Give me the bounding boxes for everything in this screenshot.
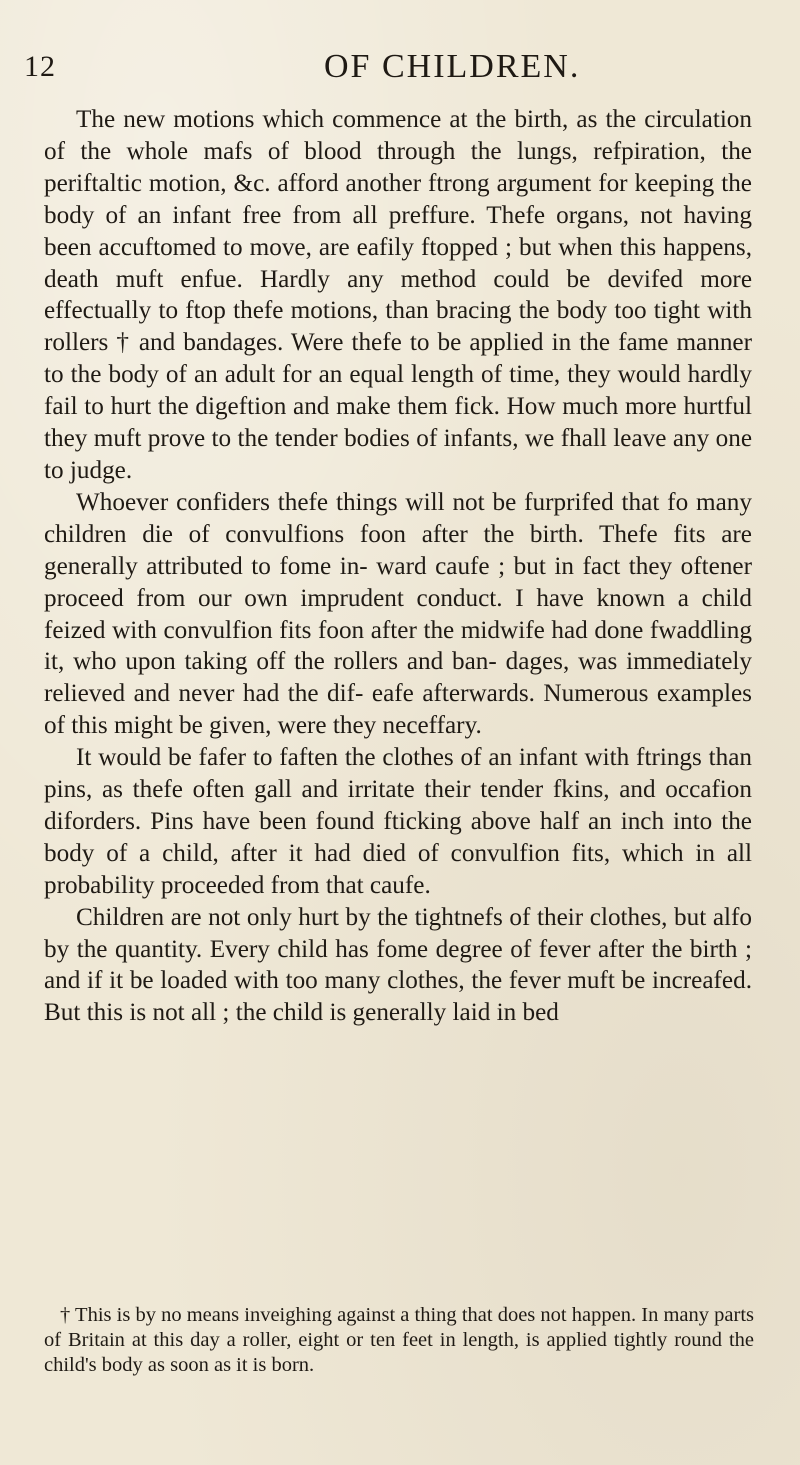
footnote: † This is by no means inveighing against a thing that does not happen. In many parts of Britain at this day a roller, eight or ten feet in length, is applied tightly round the child's body as soon as it is born. (44, 1303, 754, 1376)
running-head: OF CHILDREN. (324, 48, 581, 85)
paragraph: The new motions which commence at the birth, as the circulation of the whole mafs of blood through the lungs, refpiration, the periftaltic motion, &c. afford another ftrong argument for keeping the body of an infant free from all preffure. Thefe organs, not having been accuftomed to move, are eafily ftopped ; but when this happens, death muft enfue. Hardly any method could be devifed more effectually to ftop thefe motions, than bracing the body too tight with rollers † and bandages. Were thefe to be applied in the fame manner to the body of an adult for an equal length of time, they would hardly fail to hurt the digeftion and make them fick. How much more hurtful they muft prove to the tender bodies of infants, we fhall leave any one to judge. (44, 106, 752, 484)
paragraph: Whoever confiders thefe things will not be furprifed that fo many children die of convulfions foon after the birth. Thefe fits are generally attributed to fome in- ward caufe ; but in fact they oftener proceed from our own imprudent conduct. I have known a child feized with convulfion fits foon after the midwife had done fwaddling it, who upon taking off the rollers and ban- dages, was immediately relieved and never had the dif- eafe afterwards. Numerous examples of this might be given, were they neceffary. (44, 488, 752, 740)
page-number: 12 (24, 50, 56, 83)
main-text (44, 104, 752, 1029)
paragraph: Children are not only hurt by the tightnefs of their clothes, but alfo by the quantity. Every child has fome degree of fever after the birth ; and if it be loaded with too many clothes, the fever muft be increafed. But this is not all ; the child is generally laid in bed (44, 903, 752, 1027)
page-header (24, 48, 744, 88)
paragraph: It would be fafer to faften the clothes of an infant with ftrings than pins, as thefe often gall and irritate their tender fkins, and occafion diforders. Pins have been found fticking above half an inch into the body of a child, after it had died of convulfion fits, which in all probability proceeded from that caufe. (44, 744, 752, 899)
